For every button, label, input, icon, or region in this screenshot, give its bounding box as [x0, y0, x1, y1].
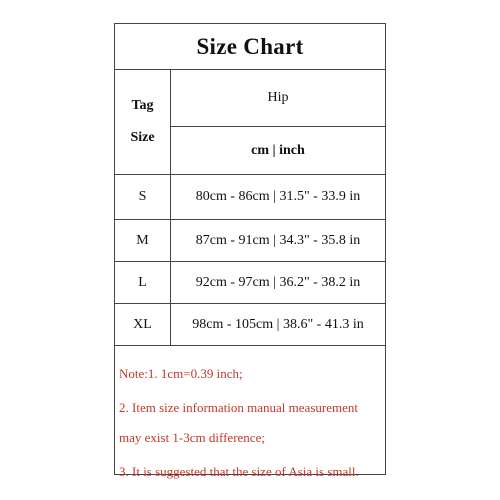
hip-cell: 92cm - 97cm | 36.2" - 38.2 in	[195, 274, 361, 290]
note-2-line1: 2. Item size information manual measurement	[119, 400, 358, 415]
size-cell: S	[115, 175, 171, 219]
hip-header: Hip	[171, 69, 385, 127]
size-cell: L	[115, 262, 171, 303]
tag-size-header-line2: Size	[130, 129, 155, 145]
page-title: Size Chart	[115, 24, 385, 70]
note-2-line2: may exist 1-3cm difference;	[119, 430, 265, 445]
table-row	[115, 262, 385, 304]
note-3: 3. It is suggested that the size of Asia is small.	[119, 464, 359, 479]
table-row	[115, 304, 385, 346]
tag-size-header	[115, 69, 171, 175]
size-chart-table	[114, 23, 386, 479]
unit-header: cm | inch	[171, 127, 385, 175]
tag-size-header-line1: Tag	[131, 97, 154, 113]
hip-cell: 87cm - 91cm | 34.3" - 35.8 in	[195, 232, 361, 248]
table-row	[115, 175, 385, 220]
hip-cell: 80cm - 86cm | 31.5" - 33.9 in	[195, 189, 361, 204]
size-cell: M	[115, 220, 171, 261]
hip-cell: 98cm - 105cm | 38.6" - 41.3 in	[192, 316, 364, 332]
table-row	[115, 220, 385, 262]
note-1: Note:1. 1cm=0.39 inch;	[119, 366, 243, 381]
size-cell: XL	[115, 304, 171, 345]
